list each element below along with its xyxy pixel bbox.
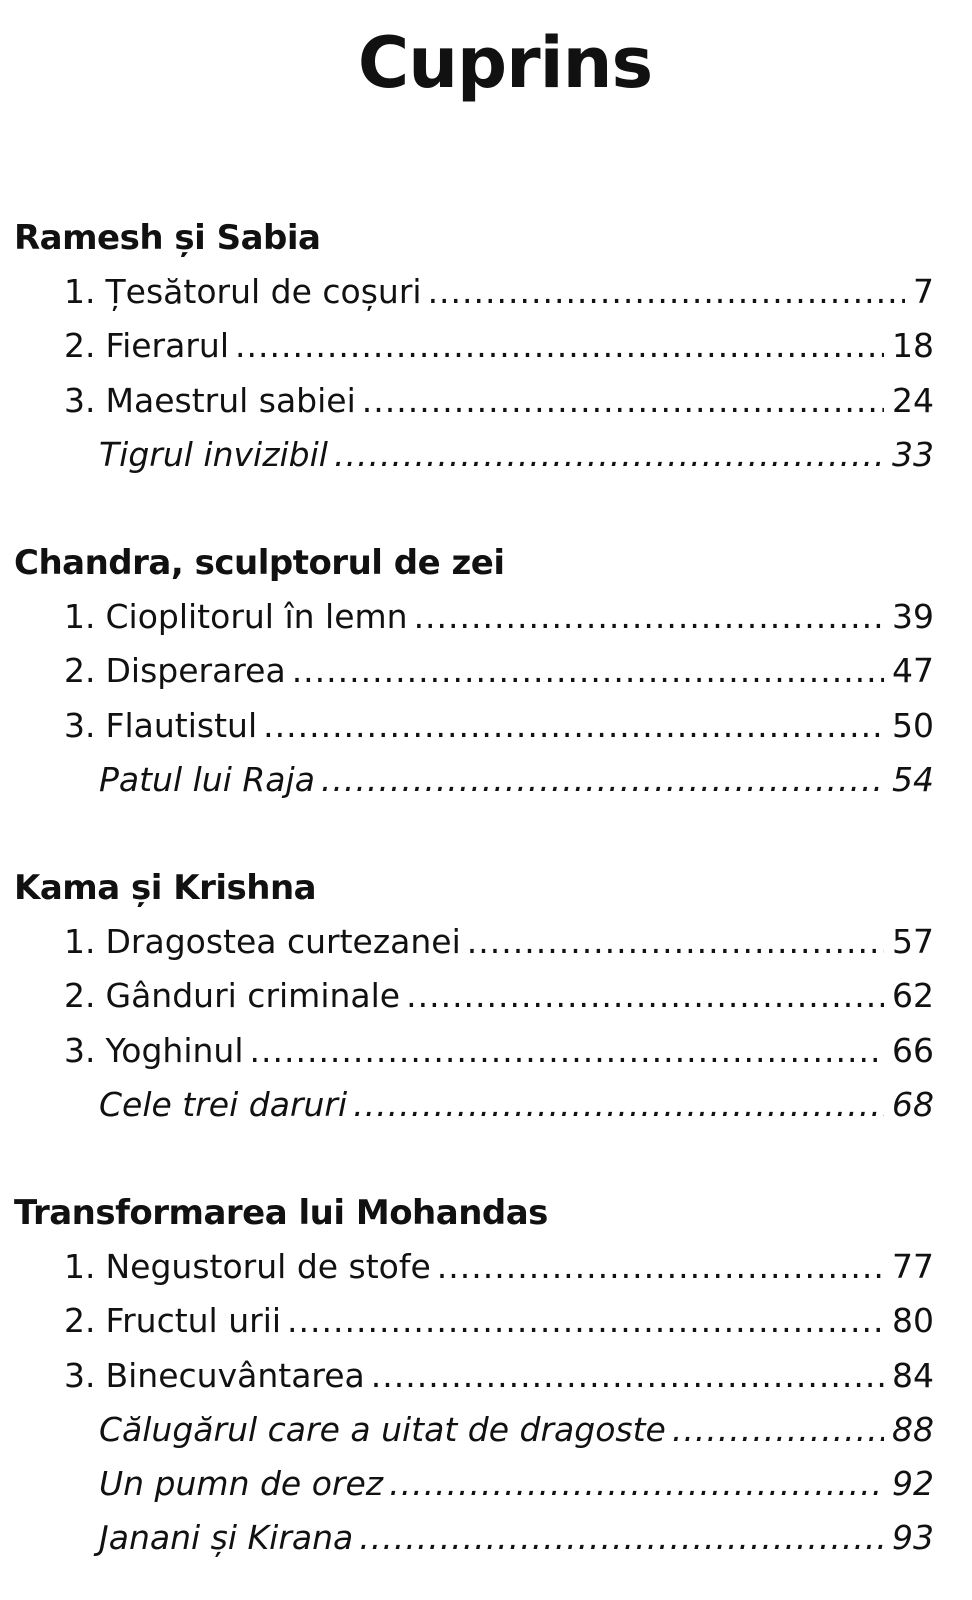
- section-title: Ramesh și Sabia: [14, 218, 321, 258]
- entry-label: Cele trei daruri: [99, 1084, 348, 1124]
- dot-leader: [353, 1078, 884, 1132]
- entry-number: 2.: [64, 1301, 96, 1341]
- entry-page: 50: [892, 705, 934, 745]
- entry-label: Disperarea: [105, 651, 286, 691]
- entry-label: Călugărul care a uitat de dragoste: [99, 1409, 666, 1449]
- entry-label: Patul lui Raja: [99, 759, 315, 799]
- entry-label: Yoghinul: [105, 1030, 244, 1070]
- entry-page: 39: [892, 597, 934, 636]
- entry-page: 88: [892, 1409, 934, 1449]
- entry-number: 2.: [64, 651, 96, 691]
- toc-entry[interactable]: [14, 1294, 934, 1348]
- toc-entry[interactable]: [14, 644, 934, 698]
- dot-leader: [672, 1403, 884, 1457]
- toc-entry[interactable]: [14, 1511, 934, 1565]
- entry-label: Flautistul: [105, 705, 258, 745]
- toc-entry[interactable]: [14, 1240, 934, 1294]
- entry-page: 33: [892, 434, 934, 474]
- entry-label: Fierarul: [105, 326, 229, 366]
- entry-page: 68: [892, 1084, 934, 1124]
- entry-label: Maestrul sabiei: [105, 380, 356, 420]
- toc-entry[interactable]: [14, 1024, 934, 1078]
- dot-leader: [467, 915, 884, 969]
- entry-page: 77: [892, 1247, 934, 1286]
- entry-label: Binecuvântarea: [105, 1355, 365, 1395]
- toc-section-kama: [14, 861, 934, 1132]
- toc-entry[interactable]: [14, 1078, 934, 1132]
- entry-page: 54: [892, 759, 934, 799]
- toc-entry[interactable]: [14, 374, 934, 428]
- section-title: Chandra, sculptorul de zei: [14, 543, 505, 583]
- toc-entry[interactable]: [14, 265, 934, 319]
- section-title: Transformarea lui Mohandas: [14, 1193, 548, 1233]
- entry-label: Dragostea curtezanei: [105, 922, 461, 961]
- dot-leader: [250, 1024, 885, 1078]
- dot-leader: [321, 753, 884, 807]
- entry-number: 1.: [64, 272, 96, 311]
- entry-number: 3.: [64, 705, 96, 745]
- entry-page: 62: [892, 976, 934, 1016]
- dot-leader: [334, 428, 884, 482]
- entry-label: Tigrul invizibil: [99, 434, 328, 474]
- dot-leader: [362, 374, 884, 428]
- toc-entry[interactable]: [14, 1349, 934, 1403]
- entry-page: 80: [892, 1301, 934, 1341]
- dot-leader: [292, 644, 884, 698]
- dot-leader: [263, 699, 884, 753]
- entry-page: 18: [892, 326, 934, 366]
- entry-number: 3.: [64, 1030, 96, 1070]
- entry-number: 2.: [64, 976, 96, 1016]
- dot-leader: [406, 969, 884, 1023]
- dot-leader: [287, 1294, 884, 1348]
- dot-leader: [428, 265, 905, 319]
- page-title: Cuprins: [357, 22, 653, 104]
- entry-number: 1.: [64, 922, 96, 961]
- entry-page: 57: [892, 922, 934, 961]
- toc-entry[interactable]: [14, 969, 934, 1023]
- dot-leader: [437, 1240, 884, 1294]
- entry-page: 66: [892, 1030, 934, 1070]
- toc-entry[interactable]: [14, 915, 934, 969]
- toc-section-mohandas: [14, 1186, 934, 1566]
- entry-label: Janani și Kirana: [99, 1518, 354, 1558]
- toc-entry[interactable]: [14, 699, 934, 753]
- section-title: Kama și Krishna: [14, 868, 317, 908]
- entry-page: 84: [892, 1355, 934, 1395]
- entry-number: 3.: [64, 380, 96, 420]
- toc-entry[interactable]: [14, 428, 934, 482]
- entry-page: 7: [913, 272, 934, 311]
- entry-page: 92: [892, 1464, 934, 1504]
- dot-leader: [359, 1511, 884, 1565]
- entry-label: Fructul urii: [105, 1301, 282, 1341]
- dot-leader: [235, 319, 884, 373]
- entry-page: 47: [892, 651, 934, 691]
- dot-leader: [371, 1349, 884, 1403]
- toc-section-chandra: [14, 536, 934, 807]
- entry-number: 1.: [64, 597, 96, 636]
- entry-number: 3.: [64, 1355, 96, 1395]
- entry-page: 24: [892, 380, 934, 420]
- entry-label: Cioplitorul în lemn: [105, 597, 408, 636]
- dot-leader: [389, 1457, 884, 1511]
- entry-label: Gânduri criminale: [105, 976, 401, 1016]
- entry-label: Negustorul de stofe: [105, 1247, 431, 1286]
- entry-page: 93: [892, 1518, 934, 1558]
- toc-section-ramesh: [14, 211, 934, 482]
- toc-entry[interactable]: [14, 319, 934, 373]
- entry-label: Țesătorul de coșuri: [105, 272, 422, 311]
- toc-entry[interactable]: [14, 1457, 934, 1511]
- toc-entry[interactable]: [14, 590, 934, 644]
- dot-leader: [414, 590, 884, 644]
- entry-number: 2.: [64, 326, 96, 366]
- entry-number: 1.: [64, 1247, 96, 1286]
- entry-label: Un pumn de orez: [99, 1464, 384, 1504]
- toc-entry[interactable]: [14, 1403, 934, 1457]
- toc-entry[interactable]: [14, 753, 934, 807]
